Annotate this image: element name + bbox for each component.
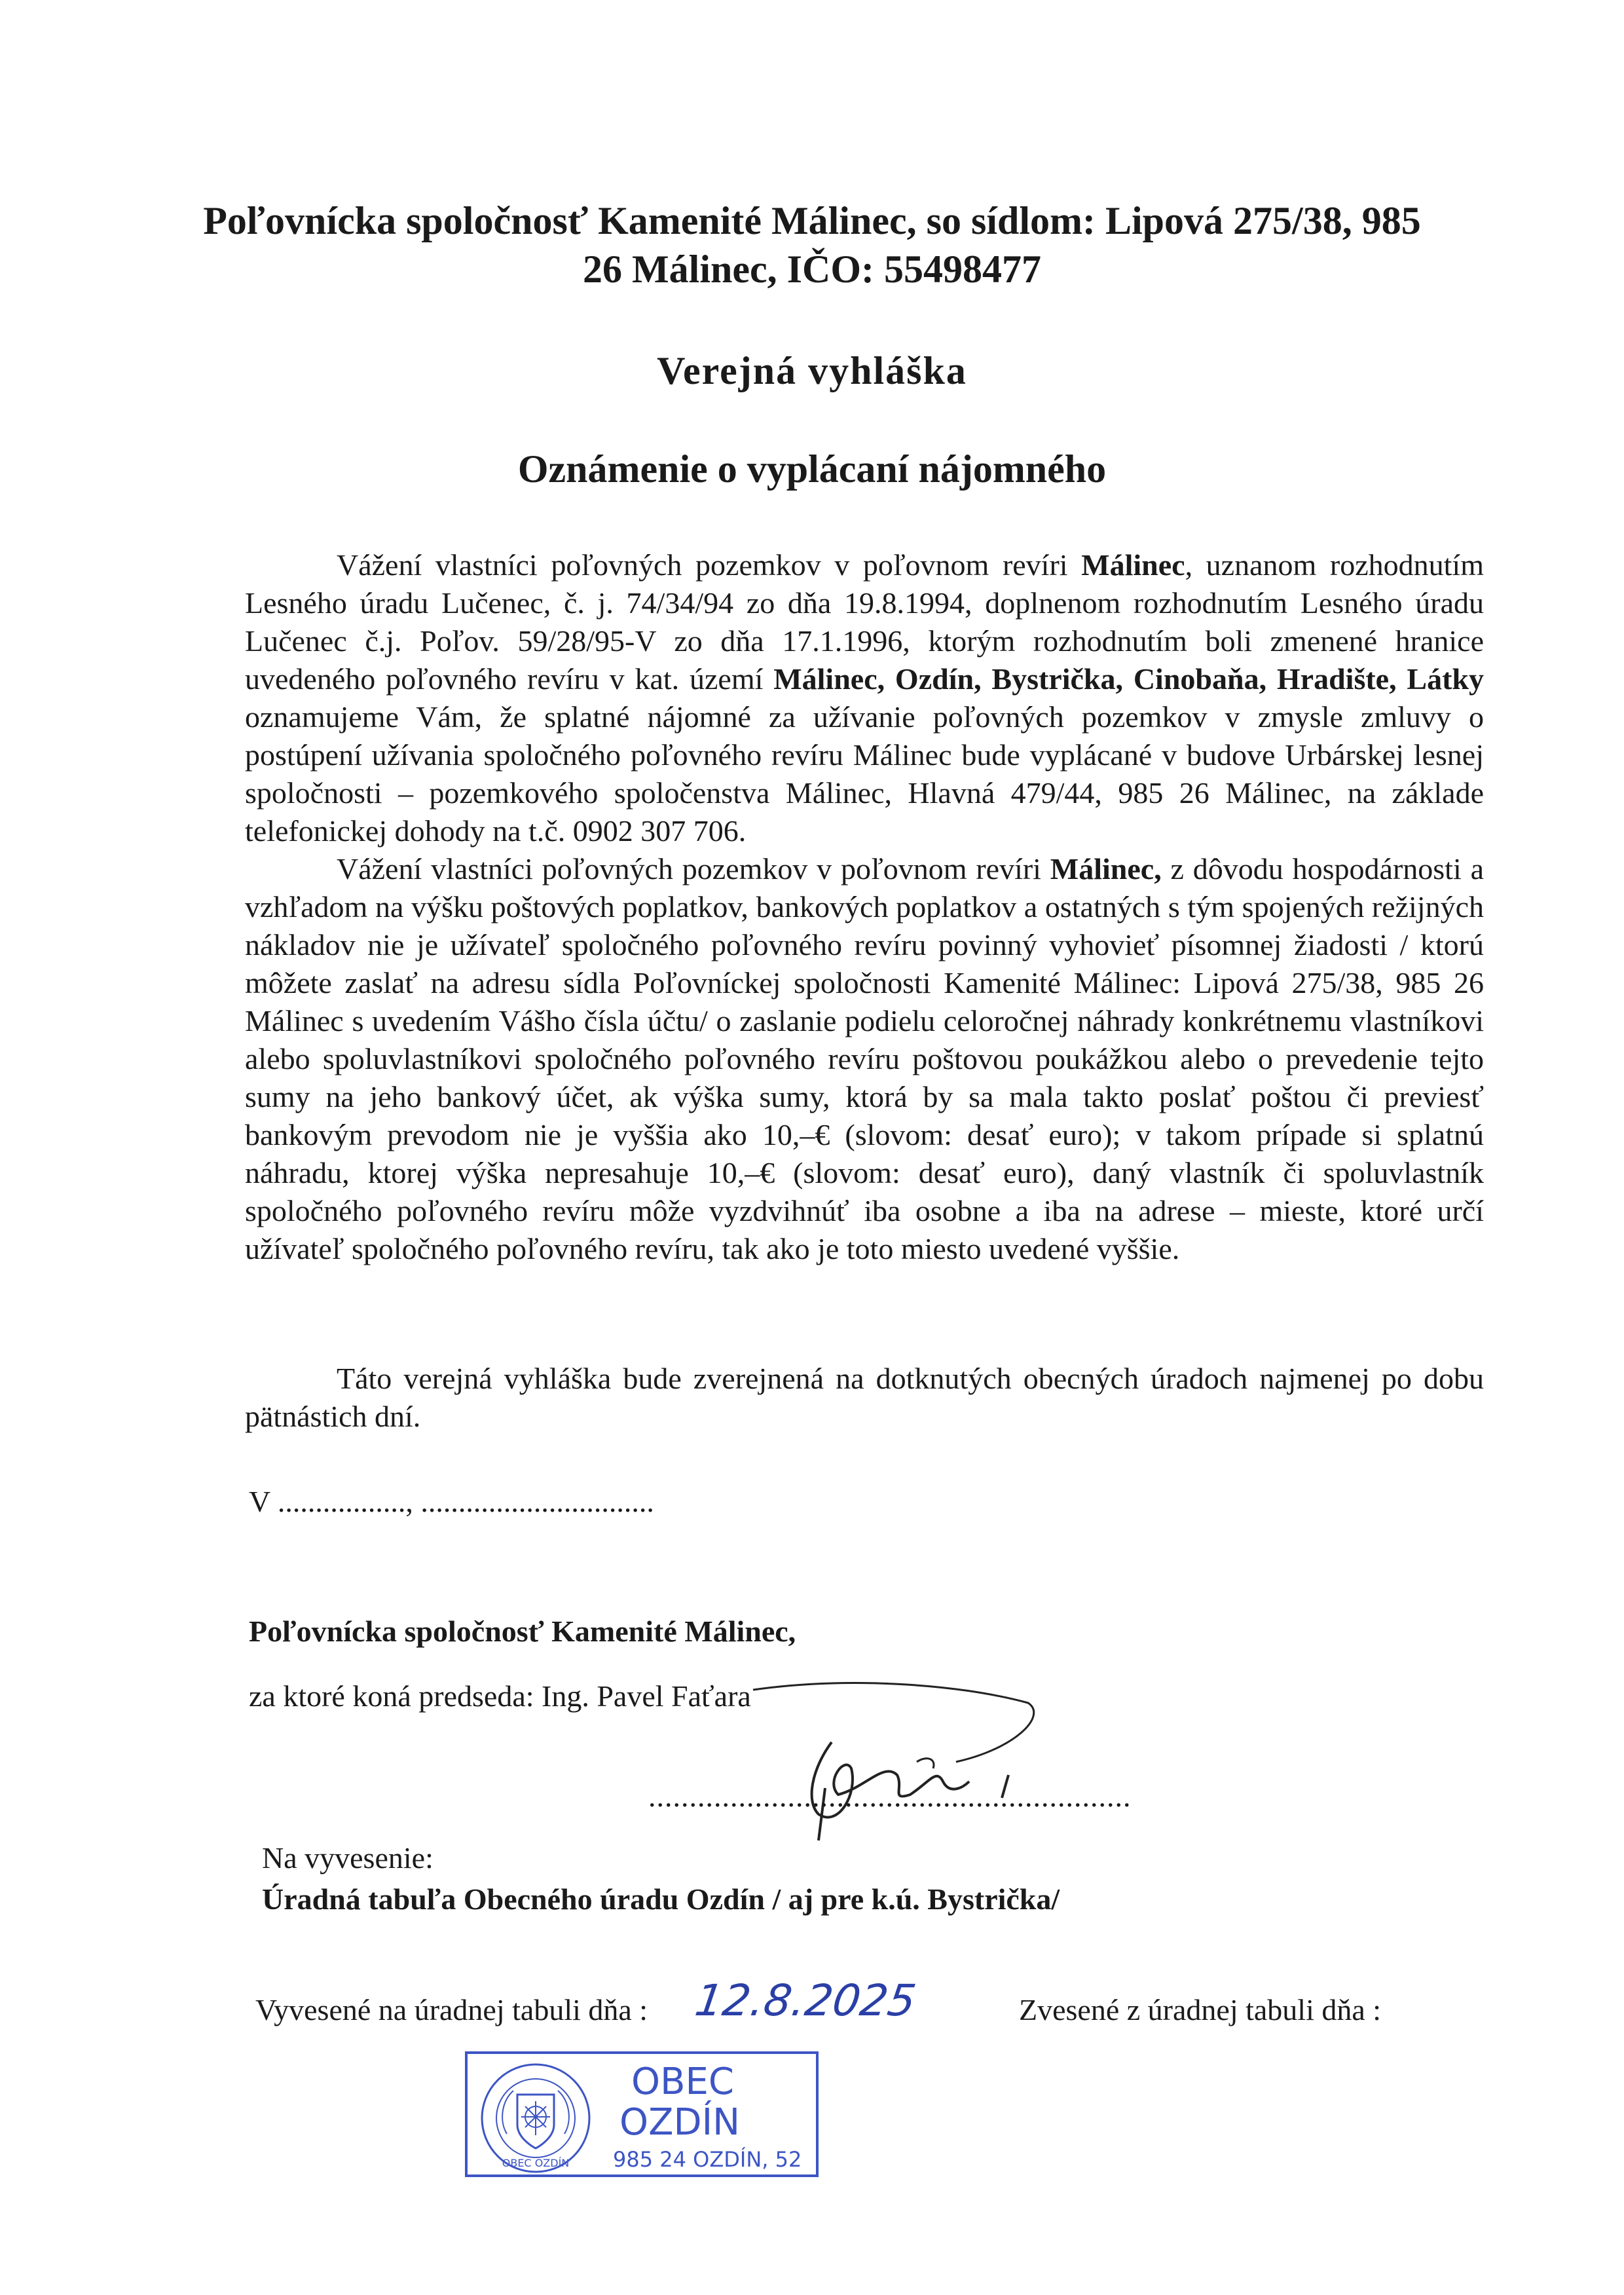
p2-text-1: Vážení vlastníci poľovných pozemkov v poľovnom revíri: [337, 852, 1050, 886]
organization-header: Poľovnícka spoločnosť Kamenité Málinec, so sídlom: Lipová 275/38, 985 26 Málinec, IČO: 55498477: [203, 199, 1421, 291]
paragraph-payment-location: [245, 546, 1484, 850]
signature-dotted-line: ...........................................................: [648, 1780, 1132, 1813]
stamp-ring-text: OBEC OZDÍN: [502, 2157, 570, 2169]
signature-organization: Poľovnícka spoločnosť Kamenité Málinec,: [249, 1614, 796, 1648]
notice-subheading: Oznámenie o vyplácaní nájomného: [517, 447, 1107, 491]
paragraph-small-payments: [245, 850, 1484, 1268]
stamp-obec: OBEC: [631, 2061, 734, 2103]
removed-on-label: Zvesené z úradnej tabuli dňa :: [1019, 1993, 1382, 2026]
p1-bold-territories: Málinec, Ozdín, Bystrička, Cinobaňa, Hradište, Látky: [773, 662, 1484, 696]
p1-bold-revir: Málinec: [1081, 548, 1185, 582]
posted-on-label: Vyvesené na úradnej tabuli dňa :: [255, 1993, 648, 2026]
closing-paragraph: Táto verejná vyhláška bude zverejnená na dotknutých obecných úradoch najmenej po dobu pätnástich dní.: [245, 1362, 1484, 1433]
posting-label: Na vyvesenie:: [262, 1841, 434, 1875]
p2-text-2: z dôvodu hospodárnosti a vzhľadom na výšku poštových poplatkov, bankových poplatkov a ostatných s tým spojených režijných nákladov nie je užívateľ spoločného poľovného revíru povinný vyhovieť písomnej žiadosti / ktorú môžete zaslať na adresu sídla Poľovníckej spoločnosti Kamenité Málinec: Lipová 275/38, 985 26 Málinec s uvedením Vášho čísla účtu/ o zaslanie podielu celoročnej náhrady konkrétnemu vlastníkovi alebo spoluvlastníkovi spoločného poľovného revíru poštovou poukážkou alebo o prevedenie tejto sumy na jeho bankový účet, ak výška sumy, ktorá by sa mala takto poslať poštou či previesť bankovým prevodom nie je vyššia ako 10,–€ (slovom: desať euro); v takom prípade si splatnú náhradu, ktorej výška nepresahuje 10,–€ (slovom: desať euro), daný vlastník či spoluvlastník spoločného poľovného revíru môže vyzdvihnúť iba osobne a iba na adrese – mieste, ktoré určí užívateľ spoločného poľovného revíru, tak ako je toto miesto uvedené vyššie.: [245, 852, 1484, 1265]
p1-text-2: , uznanom rozhodnutím Lesného úradu Lučenec, č. j. 74/34/94 zo dňa 19.8.1994, doplnenom rozhodnutím Lesného úradu Lučenec č.j. Poľov. 59/28/95-V zo dňa 17.1.1996, ktorým rozhodnutím boli zmenené hranice uvedeného poľovného revíru v kat. území: [245, 548, 1484, 696]
p2-bold-revir: Málinec,: [1050, 852, 1162, 886]
posted-on-handwritten-date: 12.8.2025: [692, 1975, 919, 2026]
p1-text-1: Vážení vlastníci poľovných pozemkov v poľovnom revíri: [337, 548, 1082, 582]
handwritten-signature: [740, 1677, 1041, 1847]
p1-text-3: oznamujeme Vám, že splatné nájomné za užívanie poľovných pozemkov v zmysle zmluvy o postúpení užívania spoločného poľovného revíru Málinec bude vyplácané v budove Urbárskej lesnej spoločnosti – pozemkového spoločenstva Málinec, Hlavná 479/44, 985 26 Málinec, na základe telefonickej dohody na t.č. 0902 307 706.: [245, 700, 1484, 848]
signature-chairman: za ktoré koná predseda: Ing. Pavel Faťara: [249, 1679, 751, 1713]
notice-body: [245, 546, 1484, 1268]
posting-board: Úradná tabuľa Obecného úradu Ozdín / aj pre k.ú. Bystrička/: [262, 1882, 1060, 1916]
stamp-ozdin: OZDÍN: [619, 2101, 740, 2144]
notice-heading: Verejná vyhláška: [657, 349, 967, 392]
municipal-stamp: [465, 2051, 819, 2177]
place-date-line: V ................., ...............................: [249, 1485, 654, 1518]
coat-of-arms-icon: [479, 2062, 592, 2174]
stamp-address: 985 24 OZDÍN, 52: [613, 2147, 802, 2172]
